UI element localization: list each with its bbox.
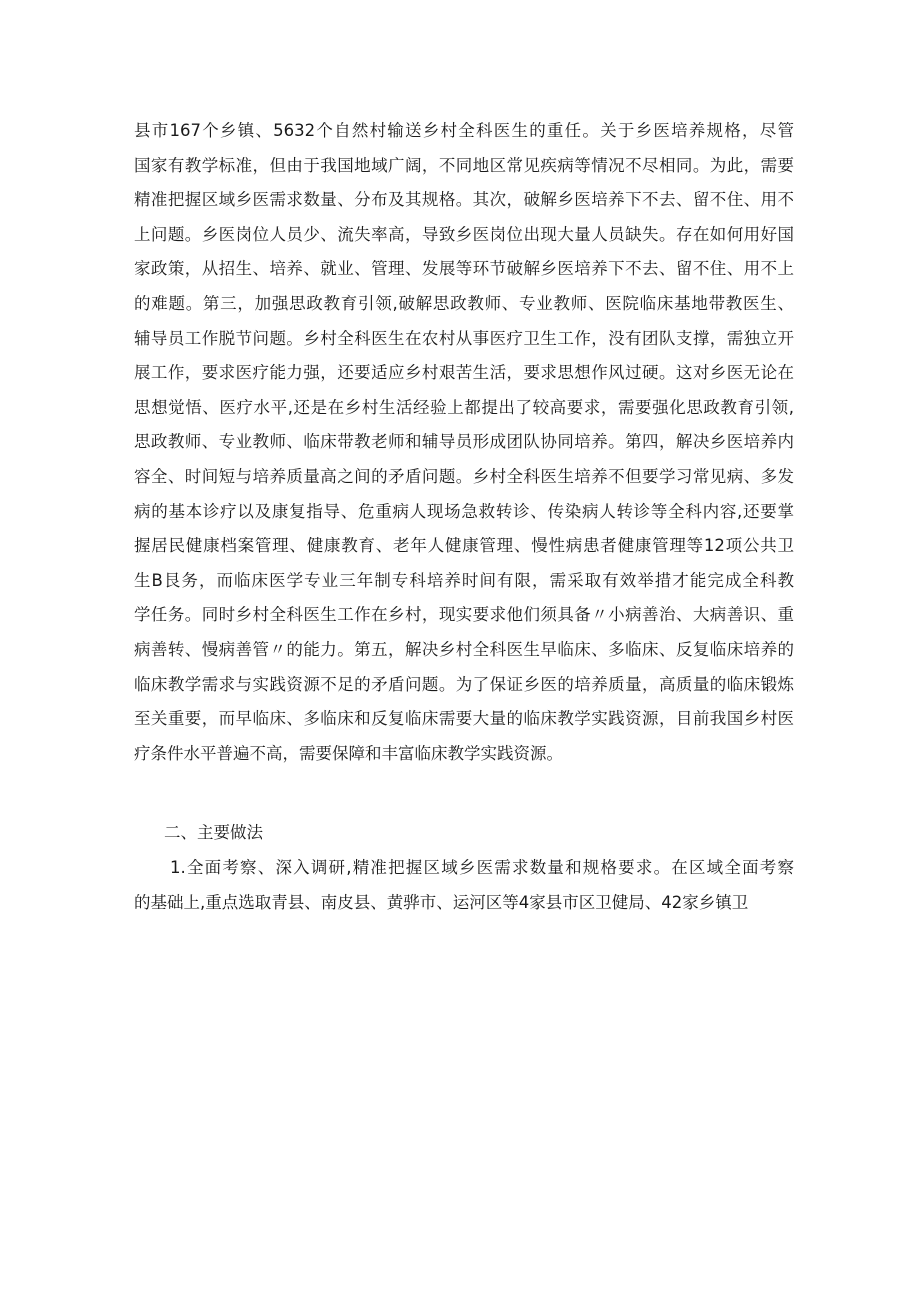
text-line: 县市167个乡镇、5632个自然村输送乡村全科医生的重任。关于乡医培养规格，尽管 [134,121,794,140]
text-line: 的基础上,重点选取青县、南皮县、黄骅市、运河区等4家县市区卫健局、42家乡镇卫 [134,892,749,912]
text-line: 思政教师、专业教师、临床带教老师和辅导员形成团队协同培养。第四，解决乡医培养内 [134,432,794,452]
text-line: 病善转、慢病善管〃的能力。第五，解决乡村全科医生早临床、多临床、反复临床培养的 [134,640,794,659]
text-line: 生B艮务，而临床医学专业三年制专科培养时间有限，需采取有效举措才能完成全科教 [134,570,794,590]
text-line: 学任务。同时乡村全科医生工作在乡村，现实要求他们须具备〃小病善治、大病善识、重 [134,605,794,625]
section-heading: 二、主要做法 [164,823,263,842]
text-line: 上问题。乡医岗位人员少、流失率高，导致乡医岗位出现大量人员缺失。存在如何用好国 [134,224,794,244]
text-line: 病的基本诊疗以及康复指导、危重病人现场急救转诊、传染病人转诊等全科内容,还要掌 [134,501,794,521]
text-line: 国家有教学标准，但由于我国地域广阔，不同地区常见疾病等情况不尽相同。为此，需要 [134,155,794,175]
text-line: 临床教学需求与实践资源不足的矛盾问题。为了保证乡医的培养质量，高质量的临床锻炼 [134,674,794,694]
text-line: 至关重要，而早临床、多临床和反复临床需要大量的临床教学实践资源，目前我国乡村医 [134,709,794,729]
text-line: 容全、时间短与培养质量高之间的矛盾问题。乡村全科医生培养不但要学习常见病、多发 [134,467,794,486]
text-line: 家政策，从招生、培养、就业、管理、发展等环节破解乡医培养下不去、留不住、用不上 [134,259,794,279]
text-line: 握居民健康档案管理、健康教育、老年人健康管理、慢性病患者健康管理等12项公共卫 [134,536,794,556]
text-line: 精准把握区域乡医需求数量、分布及其规格。其次，破解乡医培养下不去、留不住、用不 [134,190,794,210]
text-line: 的难题。第三，加强思政教育引领,破解思政教师、专业教师、医院临床基地带教医生、 [134,294,794,313]
text-line: 疗条件水平普遍不高，需要保障和丰富临床教学实践资源。 [134,743,563,763]
text-line: 辅导员工作脱节问题。乡村全科医生在农村从事医疗卫生工作，没有团队支撑，需独立开 [134,328,794,348]
text-line: 1.全面考察、深入调研,精准把握区域乡医需求数量和规格要求。在区域全面考察 [170,858,794,877]
text-line: 展工作，要求医疗能力强，还要适应乡村艰苦生活，要求思想作风过硬。这对乡医无论在 [134,363,794,383]
text-line: 思想觉悟、医疗水平,还是在乡村生活经验上都提出了较高要求，需要强化思政教育引领, [134,397,794,417]
